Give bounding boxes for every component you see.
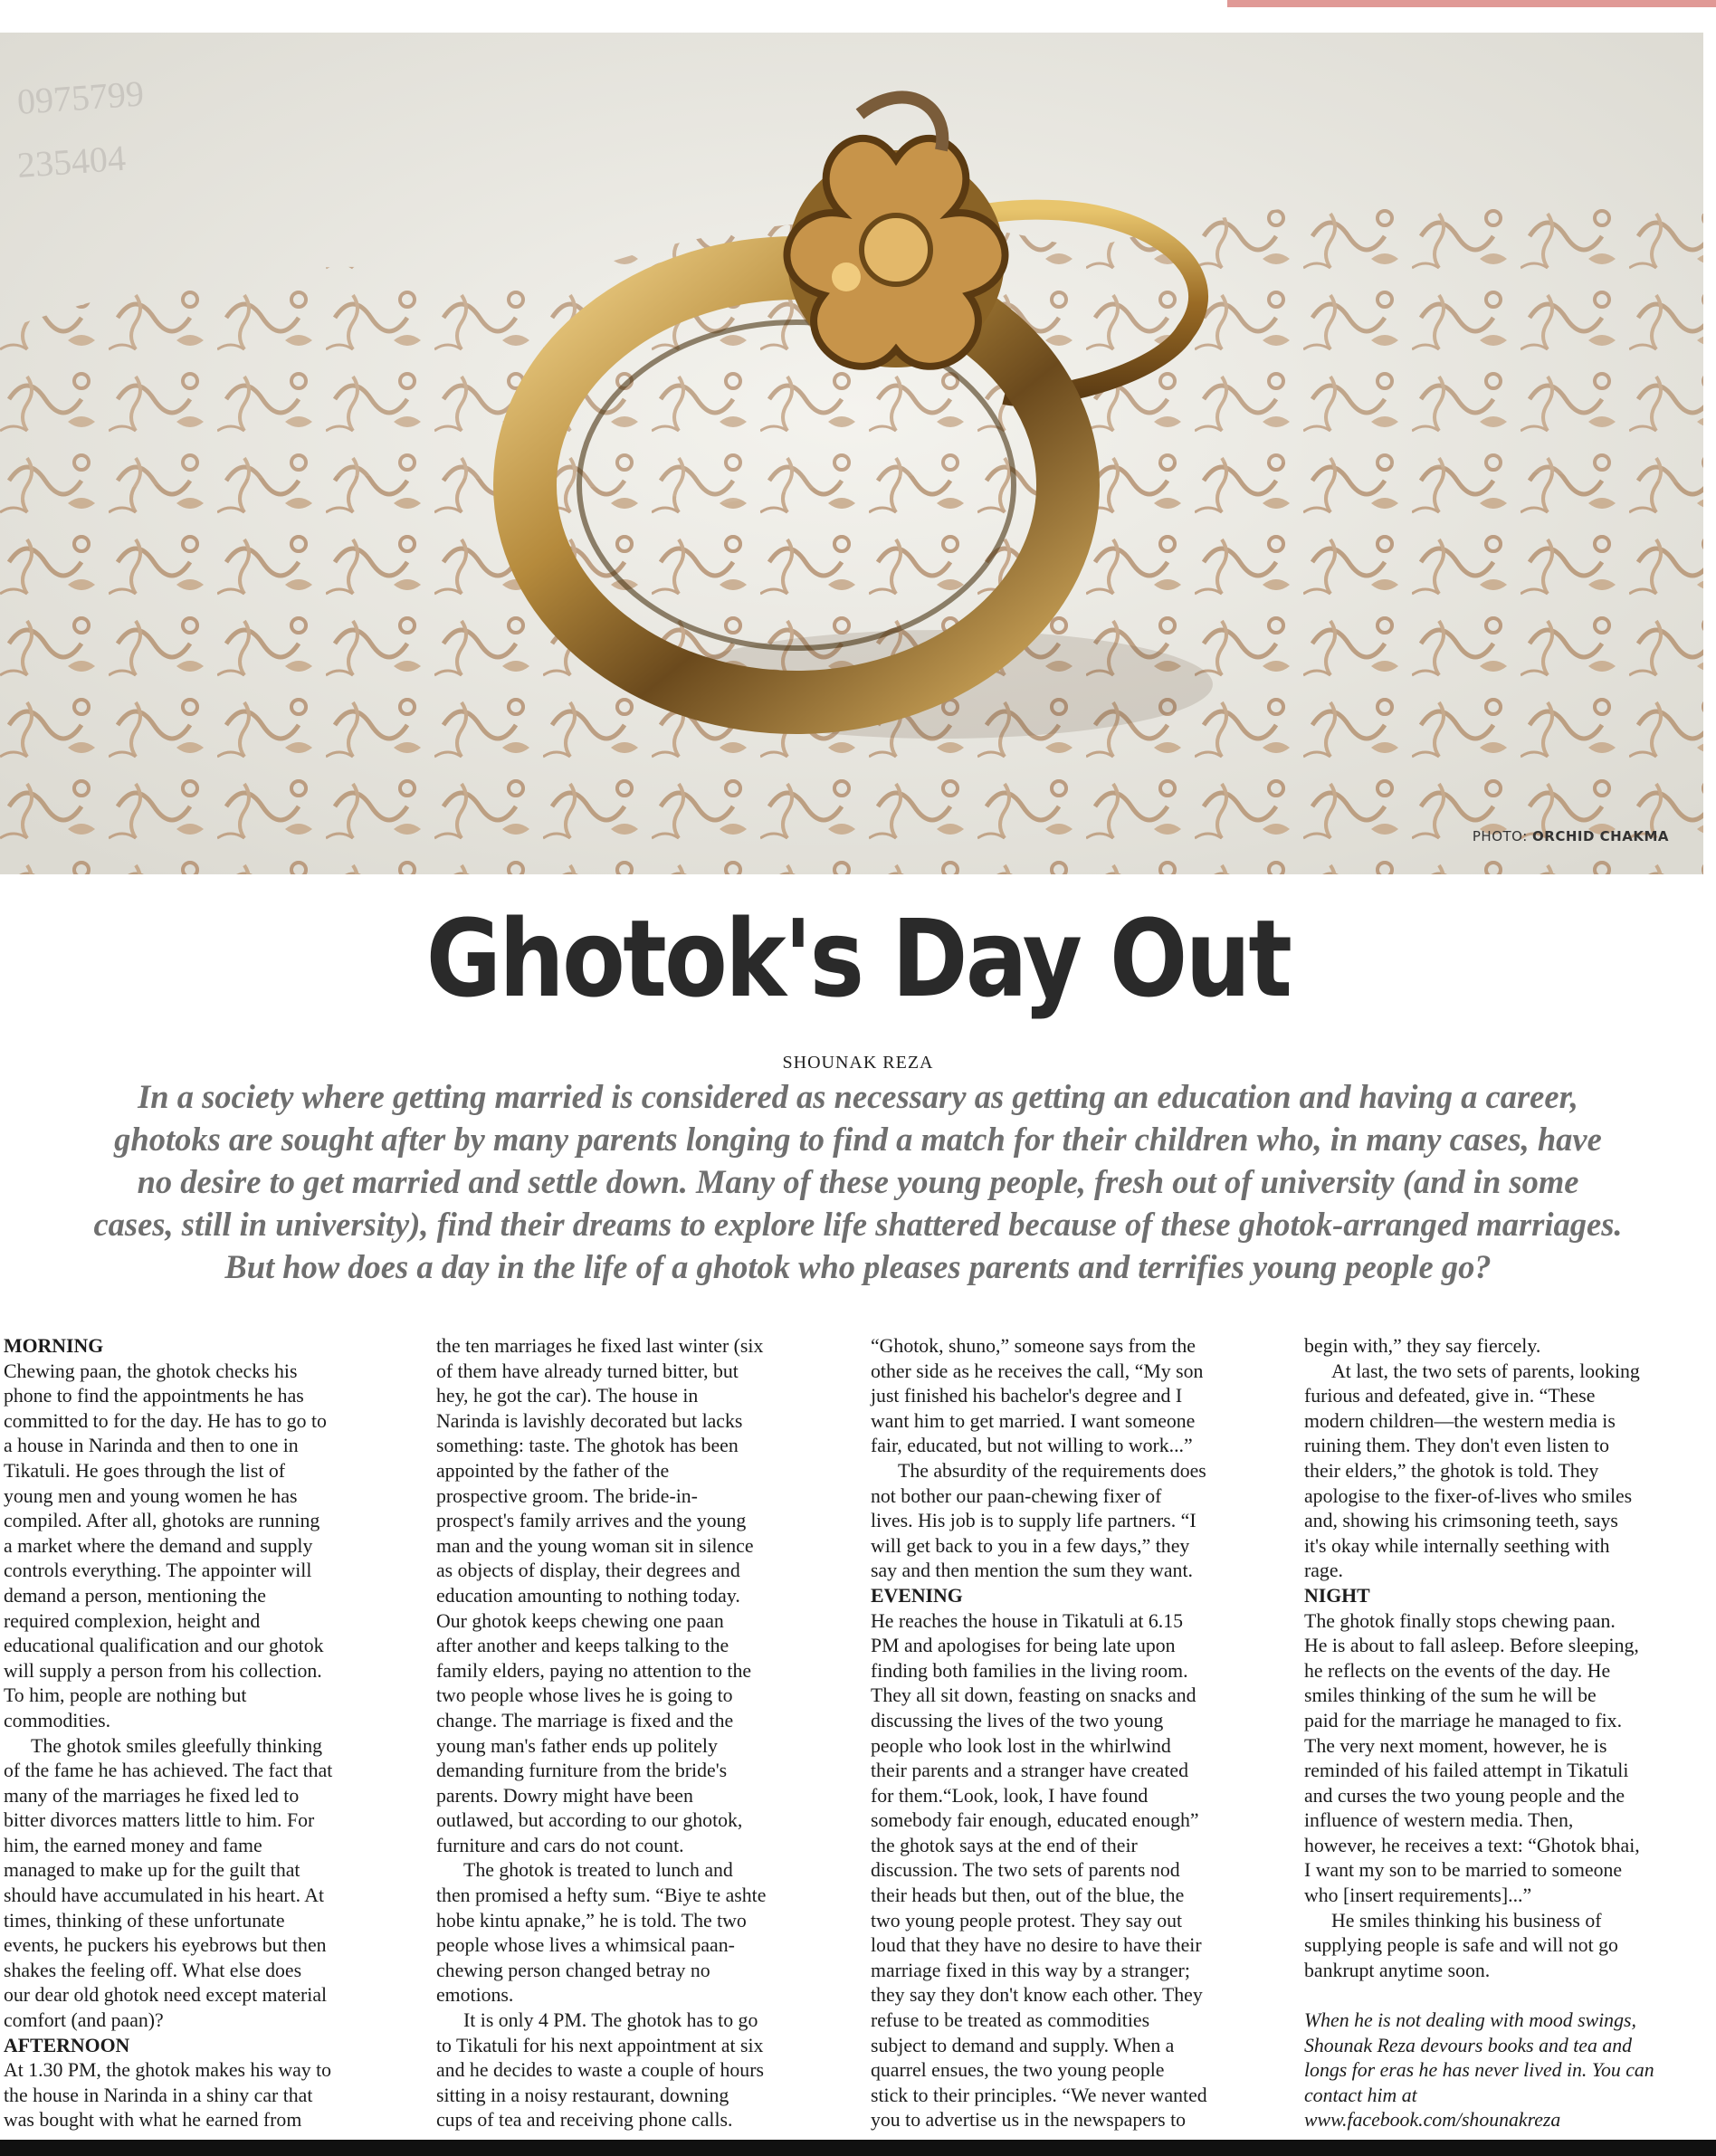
text-line: their parents and a stranger have created: [871, 1760, 1188, 1782]
text-line: The ghotok smiles gleefully thinking: [31, 1734, 323, 1757]
text-line: after another and keeps talking to the: [436, 1635, 729, 1657]
author-bio-line: Shounak Reza devours books and tea and: [1304, 2034, 1633, 2056]
text-line: want him to get married. I want someone: [871, 1409, 1196, 1432]
text-line: two people whose lives he is going to: [436, 1684, 733, 1707]
text-line: chewing person changed betray no: [436, 1959, 710, 1981]
text-line: Our ghotok keeps chewing one paan: [436, 1609, 724, 1632]
text-line: marriage fixed in this way by a stranger;: [871, 1959, 1190, 1981]
text-line: the ghotok says at the end of their: [871, 1834, 1138, 1856]
text-line: He is about to fall asleep. Before sleeping,: [1304, 1635, 1639, 1657]
spacer-line: [1304, 1983, 1704, 2008]
text-line: he reflects on the events of the day. He: [1304, 1659, 1611, 1682]
text-line: subject to demand and supply. When a: [871, 2034, 1175, 2056]
section-heading-evening: EVENING: [871, 1584, 963, 1607]
text-line: will get back to you in a few days,” they: [871, 1534, 1190, 1557]
text-line: modern children—the western media is: [1304, 1409, 1616, 1432]
text-line: At last, the two sets of parents, looking: [1331, 1359, 1640, 1382]
text-line: will supply a person from his collection.: [4, 1659, 322, 1682]
standfirst-line: no desire to get married and settle down. Many of these young people, fresh out of university (and in some: [137, 1163, 1579, 1200]
text-line: To him, people are nothing but: [4, 1684, 247, 1707]
text-line: their elders,” the ghotok is told. They: [1304, 1459, 1599, 1482]
text-line: apologise to the fixer-of-lives who smiles: [1304, 1484, 1633, 1507]
page-bottom-rule: [0, 2140, 1716, 2156]
text-line: rage.: [1304, 1560, 1343, 1582]
text-line: to Tikatuli for his next appointment at six: [436, 2034, 764, 2056]
text-line: The ghotok finally stops chewing paan.: [1304, 1609, 1616, 1632]
text-line: a house in Narinda and then to one in: [4, 1435, 299, 1457]
text-line: educational qualification and our ghotok: [4, 1635, 324, 1657]
text-line: furniture and cars do not count.: [436, 1834, 684, 1856]
author-bio-line: When he is not dealing with mood swings,: [1304, 2009, 1636, 2032]
text-line: two young people protest. They say out: [871, 1909, 1183, 1932]
text-line: They all sit down, feasting on snacks and: [871, 1684, 1196, 1707]
text-line: the house in Narinda in a shiny car that: [4, 2084, 313, 2106]
rings-photo-illustration: [0, 33, 1703, 874]
text-line: education amounting to nothing today.: [436, 1584, 740, 1607]
column-3: [871, 1334, 1271, 2133]
text-line: smiles thinking of the sum he will be: [1304, 1684, 1597, 1707]
text-line: times, thinking of these unfortunate: [4, 1909, 285, 1932]
text-line: you to advertise us in the newspapers to: [871, 2109, 1187, 2132]
text-line: something: taste. The ghotok has been: [436, 1435, 739, 1457]
text-line: bitter divorces matters little to him. For: [4, 1809, 315, 1832]
text-line: him, the earned money and fame: [4, 1834, 262, 1856]
text-line: who [insert requirements]...”: [1304, 1884, 1532, 1907]
text-line: demanding furniture from the bride's: [436, 1760, 728, 1782]
text-line: begin with,” they say fiercely.: [1304, 1335, 1541, 1357]
text-line: demand a person, mentioning the: [4, 1584, 266, 1607]
text-line: sitting in a noisy restaurant, downing: [436, 2084, 729, 2106]
author-bio-line: contact him at: [1304, 2084, 1417, 2106]
text-line: discussing the lives of the two young: [871, 1709, 1164, 1731]
text-line: of the fame he has achieved. The fact that: [4, 1760, 333, 1782]
byline: SHOUNAK REZA: [782, 1053, 934, 1073]
text-line: Narinda is lavishly decorated but lacks: [436, 1409, 743, 1432]
text-line: I want my son to be married to someone: [1304, 1859, 1623, 1882]
text-line: finding both families in the living room.: [871, 1659, 1188, 1682]
text-line: people whose lives a whimsical paan-: [436, 1934, 735, 1957]
text-line: At 1.30 PM, the ghotok makes his way to: [4, 2059, 332, 2082]
photo-credit-name: ORCHID CHAKMA: [1532, 828, 1669, 844]
text-line: loud that they have no desire to have their: [871, 1934, 1202, 1957]
text-line: discussion. The two sets of parents nod: [871, 1859, 1180, 1882]
standfirst-line: But how does a day in the life of a ghotok who pleases parents and terrifies young people go?: [224, 1248, 1492, 1285]
text-line: it's okay while internally seething with: [1304, 1534, 1610, 1557]
text-line: paid for the marriage he managed to fix.: [1304, 1709, 1623, 1731]
text-line: other side as he receives the call, “My son: [871, 1359, 1204, 1382]
text-line: and, showing his crimsoning teeth, says: [1304, 1510, 1618, 1532]
text-line: and he decides to waste a couple of hours: [436, 2059, 764, 2082]
author-contact-link[interactable]: www.facebook.com/shounakreza: [1304, 2109, 1561, 2132]
text-line: comfort (and paan)?: [4, 2009, 164, 2032]
text-line: required complexion, height and: [4, 1609, 261, 1632]
text-line: He reaches the house in Tikatuli at 6.15: [871, 1609, 1184, 1632]
text-line: for them.“Look, look, I have found: [871, 1784, 1149, 1807]
text-line: young men and young women he has: [4, 1484, 298, 1507]
text-line: ruining them. They don't even listen to: [1304, 1435, 1610, 1457]
text-line: hobe kintu apnake,” he is told. The two: [436, 1909, 747, 1932]
text-line: and curses the two young people and the: [1304, 1784, 1625, 1807]
text-line: furious and defeated, give in. “These: [1304, 1385, 1596, 1407]
text-line: should have accumulated in his heart. At: [4, 1884, 325, 1907]
standfirst-line: cases, still in university), find their dreams to explore life shattered because of these ghotok-arranged marriages.: [93, 1206, 1623, 1243]
text-line: The very next moment, however, he is: [1304, 1734, 1607, 1757]
article-headline: Ghotok's Day Out: [425, 896, 1291, 1021]
section-heading-afternoon: AFTERNOON: [4, 2034, 130, 2056]
text-line: they say they don't know each other. They: [871, 1984, 1203, 2007]
column-4: [1304, 1334, 1704, 2133]
text-line: fair, educated, but not willing to work...”: [871, 1435, 1193, 1457]
text-line: commodities.: [4, 1709, 111, 1731]
column-2: [436, 1334, 836, 2133]
standfirst-line: ghotoks are sought after by many parents longing to find a match for their children who, in many cases, have: [114, 1121, 1602, 1158]
text-line: refuse to be treated as commodities: [871, 2009, 1150, 2032]
text-line: of them have already turned bitter, but: [436, 1359, 739, 1382]
text-line: influence of western media. Then,: [1304, 1809, 1574, 1832]
text-line: committed to for the day. He has to go to: [4, 1409, 327, 1432]
text-line: shakes the feeling off. What else does: [4, 1959, 302, 1981]
text-line: reminded of his failed attempt in Tikatuli: [1304, 1760, 1629, 1782]
standfirst-line: In a society where getting married is considered as necessary as getting an education and having a career,: [138, 1078, 1578, 1115]
text-line: as objects of display, their degrees and: [436, 1560, 740, 1582]
text-line: man and the young woman sit in silence: [436, 1534, 754, 1557]
text-line: change. The marriage is fixed and the: [436, 1709, 734, 1731]
text-line: however, he receives a text: “Ghotok bhai,: [1304, 1834, 1640, 1856]
text-line: phone to find the appointments he has: [4, 1385, 304, 1407]
photo-credit-label: PHOTO:: [1472, 828, 1528, 844]
text-line: their heads but then, out of the blue, the: [871, 1884, 1185, 1907]
text-line: supplying people is safe and will not go: [1304, 1934, 1618, 1957]
text-line: bankrupt anytime soon.: [1304, 1959, 1491, 1981]
text-line: then promised a hefty sum. “Biye te ashte: [436, 1884, 767, 1907]
text-line: hey, he got the car). The house in: [436, 1385, 699, 1407]
text-line: Tikatuli. He goes through the list of: [4, 1459, 285, 1482]
text-line: prospective groom. The bride-in-: [436, 1484, 698, 1507]
photo-credit: [1473, 828, 1669, 844]
text-line: prospect's family arrives and the young: [436, 1510, 747, 1532]
text-line: PM and apologises for being late upon: [871, 1635, 1176, 1657]
text-line: It is only 4 PM. The ghotok has to go: [463, 2009, 758, 2032]
article-photo: [0, 33, 1703, 874]
text-line: quarrel ensues, the two young people: [871, 2059, 1165, 2082]
text-line: many of the marriages he fixed led to: [4, 1784, 300, 1807]
masthead-bleed: [1227, 0, 1716, 7]
svg-text:235404: 235404: [15, 137, 128, 186]
text-line: somebody fair enough, educated enough”: [871, 1809, 1199, 1832]
text-line: stick to their principles. “We never wanted: [871, 2084, 1207, 2106]
text-line: young man's father ends up politely: [436, 1734, 718, 1757]
text-line: people who look lost in the whirlwind: [871, 1734, 1171, 1757]
text-line: He smiles thinking his business of: [1331, 1909, 1602, 1932]
section-heading-morning: MORNING: [4, 1335, 104, 1357]
svg-text:0975799: 0975799: [15, 72, 146, 122]
text-line: say and then mention the sum they want.: [871, 1560, 1193, 1582]
text-line: not bother our paan-chewing fixer of: [871, 1484, 1162, 1507]
text-line: controls everything. The appointer will: [4, 1560, 312, 1582]
text-line: outlawed, but according to our ghotok,: [436, 1809, 743, 1832]
text-line: a market where the demand and supply: [4, 1534, 313, 1557]
text-line: The absurdity of the requirements does: [898, 1459, 1206, 1482]
text-line: cups of tea and receiving phone calls.: [436, 2109, 733, 2132]
text-line: appointed by the father of the: [436, 1459, 670, 1482]
text-line: managed to make up for the guilt that: [4, 1859, 300, 1882]
text-line: just finished his bachelor's degree and I: [871, 1385, 1183, 1407]
standfirst: [0, 1075, 1716, 1288]
text-line: “Ghotok, shuno,” someone says from the: [871, 1335, 1196, 1357]
text-line: was bought with what he earned from: [4, 2109, 302, 2132]
column-1: [4, 1334, 404, 2133]
text-line: The ghotok is treated to lunch and: [463, 1859, 733, 1882]
author-bio-line: longs for eras he has never lived in. You can: [1304, 2059, 1654, 2082]
text-line: emotions.: [436, 1984, 514, 2007]
text-line: compiled. After all, ghotoks are running: [4, 1510, 320, 1532]
text-line: events, he puckers his eyebrows but then: [4, 1934, 327, 1957]
section-heading-night: NIGHT: [1304, 1584, 1370, 1607]
text-line: Chewing paan, the ghotok checks his: [4, 1359, 298, 1382]
text-line: lives. His job is to supply life partners. “I: [871, 1510, 1196, 1532]
text-line: parents. Dowry might have been: [436, 1784, 693, 1807]
text-line: our dear old ghotok need except material: [4, 1984, 328, 2007]
text-line: the ten marriages he fixed last winter (six: [436, 1335, 764, 1357]
text-line: family elders, paying no attention to the: [436, 1659, 752, 1682]
